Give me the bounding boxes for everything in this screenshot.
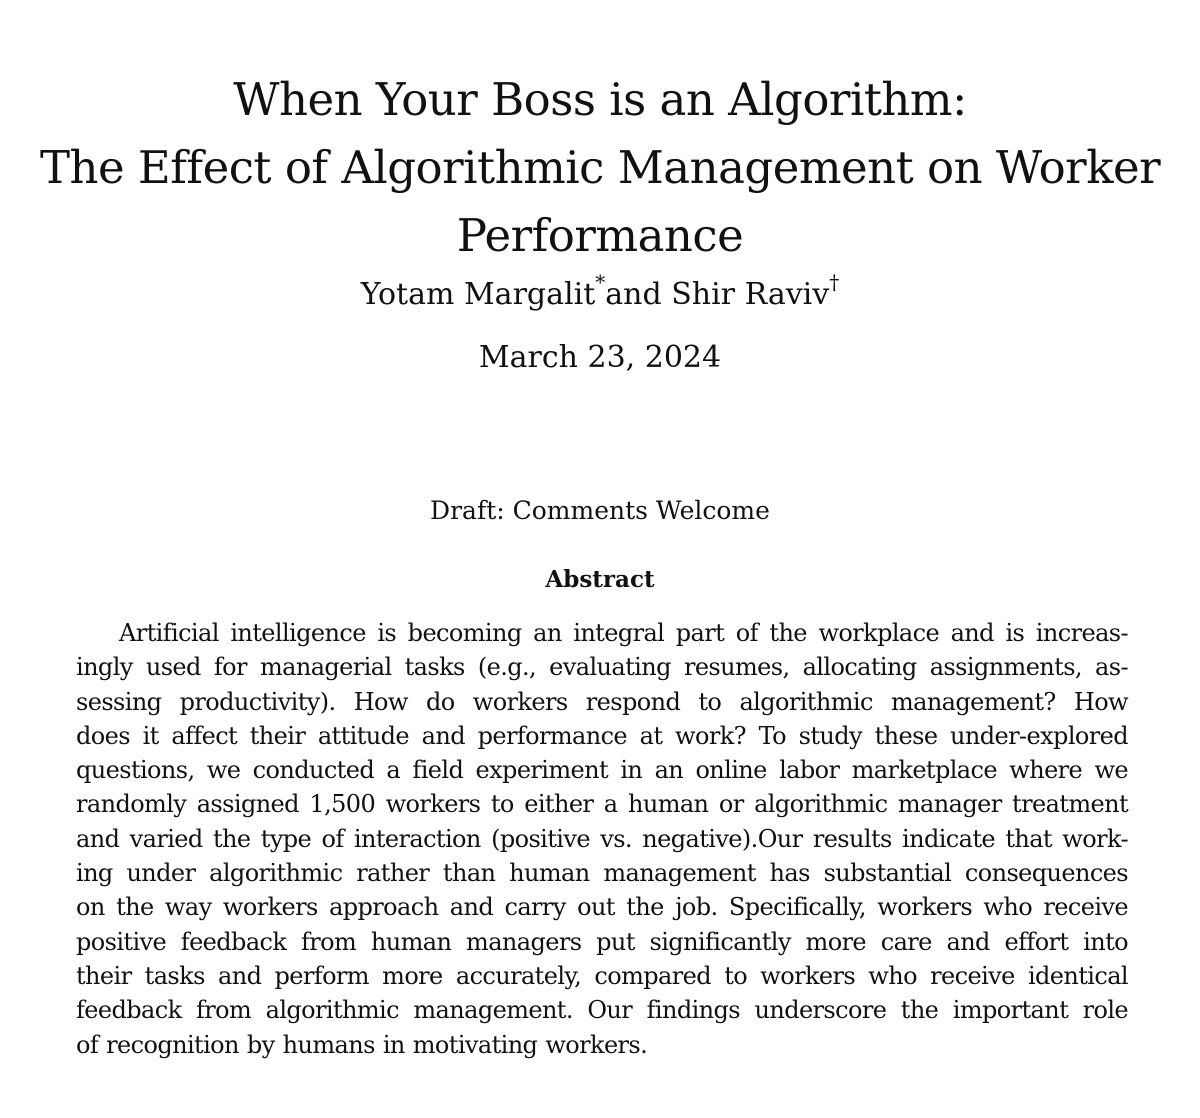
- abstract-line-9: on the way workers approach and carry out the job. Specifically, workers who receive: [76, 893, 1128, 922]
- author-footnote-mark-2: †: [829, 270, 840, 294]
- paper-title: [40, 66, 1160, 270]
- author-name-1: Yotam Margalit: [360, 277, 596, 312]
- draft-note: Draft: Comments Welcome: [430, 496, 770, 525]
- abstract-line-6: randomly assigned 1,500 workers to either a human or algorithmic manager treatment: [76, 790, 1128, 819]
- author-footnote-mark-1: *: [595, 270, 606, 294]
- abstract-line-3: sessing productivity). How do workers respond to algorithmic management? How: [76, 687, 1128, 716]
- title-line-2: The Effect of Algorithmic Management on Worker: [40, 141, 1161, 195]
- abstract-line-4: does it affect their attitude and performance at work? To study these under-explored: [76, 721, 1128, 750]
- author-connector: and: [605, 277, 662, 312]
- author-list: [0, 266, 1200, 315]
- abstract-line-7: and varied the type of interaction (positive vs. negative).Our results indicate that work-: [76, 824, 1128, 853]
- title-line-3: Performance: [456, 209, 744, 263]
- abstract-line-2: ingly used for managerial tasks (e.g., evaluating resumes, allocating assignments, as-: [76, 653, 1128, 682]
- abstract-line-8: ing under algorithmic rather than human management has substantial consequences: [76, 859, 1128, 888]
- title-line-1: When Your Boss is an Algorithm:: [233, 73, 967, 127]
- abstract-line-5: questions, we conducted a field experiment in an online labor marketplace where we: [76, 756, 1128, 785]
- publication-date: March 23, 2024: [478, 340, 722, 375]
- abstract-line-13: of recognition by humans in motivating workers.: [76, 1030, 648, 1059]
- abstract-text: [76, 616, 1128, 1062]
- abstract-line-11: their tasks and perform more accurately, compared to workers who receive identical: [76, 961, 1128, 990]
- abstract-line-12: feedback from algorithmic management. Our findings underscore the important role: [76, 996, 1128, 1025]
- abstract-line-10: positive feedback from human managers put significantly more care and effort into: [76, 927, 1128, 956]
- abstract-heading: Abstract: [545, 566, 655, 593]
- abstract-line-1: Artificial intelligence is becoming an integral part of the workplace and is increas-: [119, 619, 1128, 647]
- author-name-2: Shir Raviv: [671, 277, 830, 312]
